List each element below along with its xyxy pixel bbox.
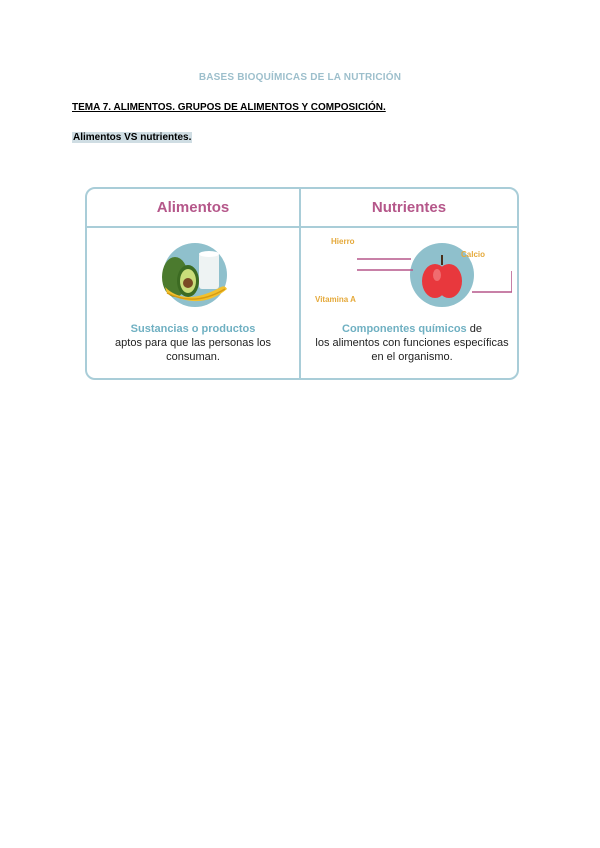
calcio-connector (472, 271, 512, 292)
nutrientes-title: Nutrientes (371, 199, 447, 216)
nutrientes-highlight: Componentes químicos (342, 323, 467, 335)
comparison-figure (85, 187, 519, 380)
section-title: Alimentos VS nutrientes. (73, 132, 192, 143)
hierro-connector (357, 252, 411, 259)
header-divider (87, 226, 517, 228)
alimentos-highlight: Sustancias o productos (130, 323, 256, 335)
milk-glass-icon (199, 251, 219, 289)
course-title: BASES BIOQUÍMICAS DE LA NUTRICIÓN (198, 72, 402, 83)
alimentos-description (87, 322, 299, 364)
nutrientes-text-de: de (466, 323, 482, 335)
label-hierro: Hierro (331, 237, 355, 246)
column-divider (299, 189, 301, 378)
nutrients-illustration (357, 233, 512, 311)
nutrientes-text: los alimentos con funciones específicas en el organismo. (315, 337, 509, 363)
label-vitamina-a: Vitamina A (315, 295, 356, 304)
nutrientes-description (312, 322, 512, 364)
label-calcio: Calcio (461, 250, 486, 259)
topic-title: TEMA 7. ALIMENTOS. GRUPOS DE ALIMENTOS Y COMPOSICIÓN. (72, 102, 386, 113)
food-illustration (155, 241, 235, 309)
alimentos-title: Alimentos (156, 199, 230, 216)
alimentos-text: aptos para que las personas los consuman. (115, 337, 271, 363)
vitamina-connector (357, 270, 413, 285)
